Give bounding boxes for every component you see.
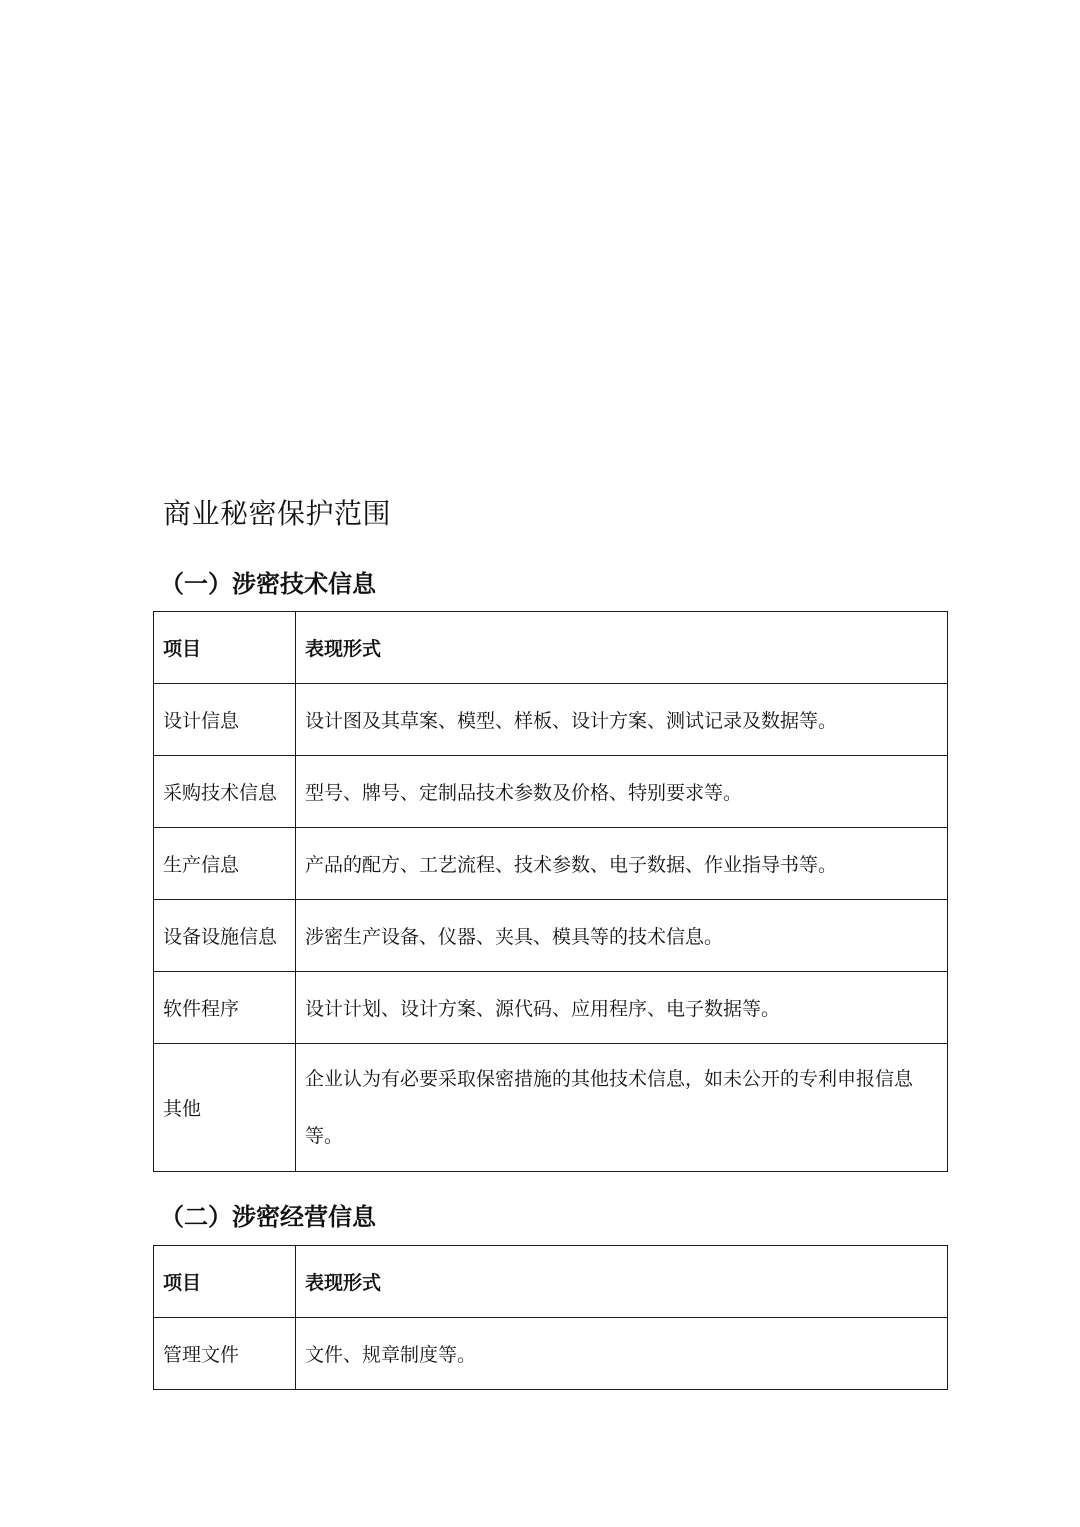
column-header-item: 项目 xyxy=(154,1246,296,1318)
row-item: 生产信息 xyxy=(154,828,296,900)
table-row xyxy=(154,1044,948,1172)
row-item: 设计信息 xyxy=(154,684,296,756)
row-item: 采购技术信息 xyxy=(154,756,296,828)
column-header-form: 表现形式 xyxy=(296,1246,948,1318)
column-header-form: 表现形式 xyxy=(296,612,948,684)
table-header-row xyxy=(154,612,948,684)
technical-info-table xyxy=(153,611,948,1172)
section-heading-business: （二）涉密经营信息 xyxy=(160,1203,376,1231)
row-item: 软件程序 xyxy=(154,972,296,1044)
row-item: 设备设施信息 xyxy=(154,900,296,972)
row-form: 设计图及其草案、模型、样板、设计方案、测试记录及数据等。 xyxy=(296,684,948,756)
section-heading-technical: （一）涉密技术信息 xyxy=(160,570,376,598)
row-item: 其他 xyxy=(154,1044,296,1172)
table-row xyxy=(154,756,948,828)
table-row xyxy=(154,684,948,756)
row-form: 企业认为有必要采取保密措施的其他技术信息，如未公开的专利申报信息等。 xyxy=(296,1044,948,1172)
table-row xyxy=(154,900,948,972)
row-form: 涉密生产设备、仪器、夹具、模具等的技术信息。 xyxy=(296,900,948,972)
business-info-table xyxy=(153,1245,948,1390)
table-row xyxy=(154,1318,948,1390)
row-form: 文件、规章制度等。 xyxy=(296,1318,948,1390)
document-title: 商业秘密保护范围 xyxy=(163,497,392,530)
table-row xyxy=(154,972,948,1044)
row-form: 产品的配方、工艺流程、技术参数、电子数据、作业指导书等。 xyxy=(296,828,948,900)
row-form: 设计计划、设计方案、源代码、应用程序、电子数据等。 xyxy=(296,972,948,1044)
row-item: 管理文件 xyxy=(154,1318,296,1390)
column-header-item: 项目 xyxy=(154,612,296,684)
row-form: 型号、牌号、定制品技术参数及价格、特别要求等。 xyxy=(296,756,948,828)
table-row xyxy=(154,828,948,900)
table-header-row xyxy=(154,1246,948,1318)
